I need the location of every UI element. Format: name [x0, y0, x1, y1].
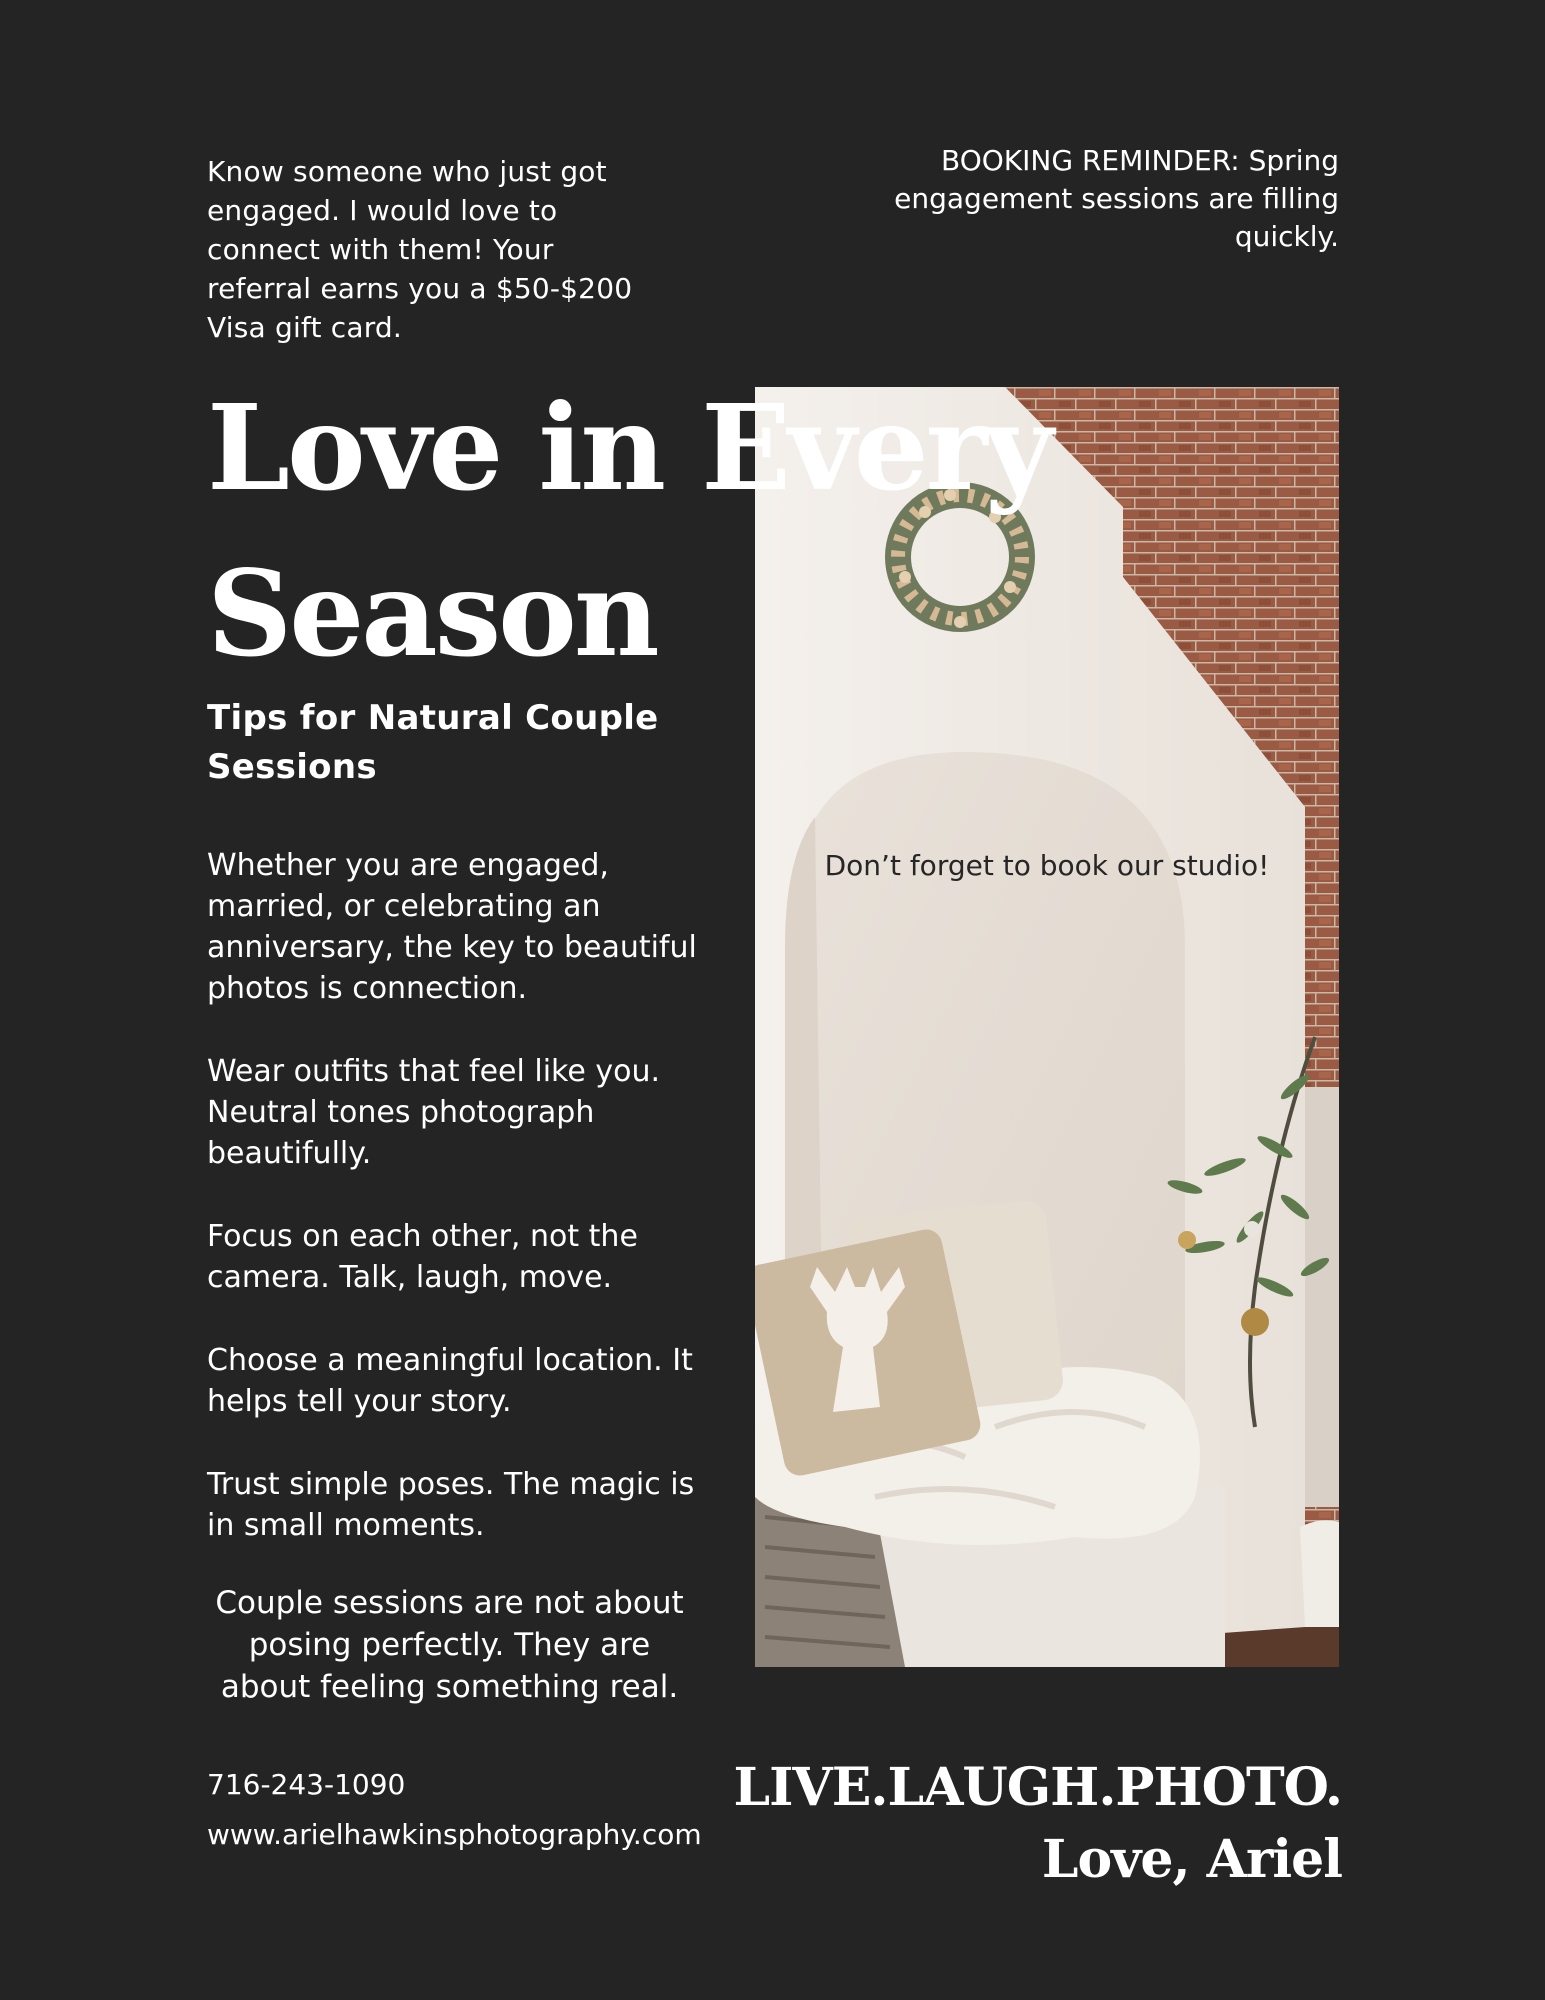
signoff: [734, 1752, 1342, 1896]
signature: Love, Ariel: [1041, 1829, 1342, 1890]
headline-line-1: Love in Every: [207, 378, 1051, 517]
tip-paragraph: Focus on each other, not the camera. Talk, laugh, move.: [207, 1219, 638, 1295]
tip-paragraph: Choose a meaningful location. It helps tell your story.: [207, 1343, 693, 1419]
referral-note: Know someone who just got engaged. I would love to connect with them! Your referral earns you a $50-$200 Visa gift card.: [207, 155, 633, 344]
subheading: Tips for Natural Couple Sessions: [207, 698, 659, 787]
studio-caption: Don’t forget to book our studio!: [824, 849, 1270, 882]
tagline: LIVE.LAUGH.PHOTO.: [733, 1757, 1342, 1818]
tip-paragraph: Trust simple poses. The magic is in small moments.: [207, 1467, 695, 1543]
website-link[interactable]: www.arielhawkinsphotography.com: [207, 1818, 702, 1851]
phone-number[interactable]: 716-243-1090: [207, 1768, 406, 1801]
headline: [207, 365, 1050, 697]
booking-reminder: BOOKING REMINDER: Spring engagement sessions are filling quickly.: [894, 144, 1339, 253]
tip-paragraph: Whether you are engaged, married, or celebrating an anniversary, the key to beautiful photos is connection.: [207, 848, 697, 1006]
tips-list: [207, 845, 707, 1588]
closing-statement: Couple sessions are not about posing perfectly. They are about feeling something real.: [215, 1585, 684, 1705]
headline-line-2: Season: [207, 544, 657, 683]
tip-paragraph: Wear outfits that feel like you. Neutral tones photograph beautifully.: [207, 1054, 661, 1171]
